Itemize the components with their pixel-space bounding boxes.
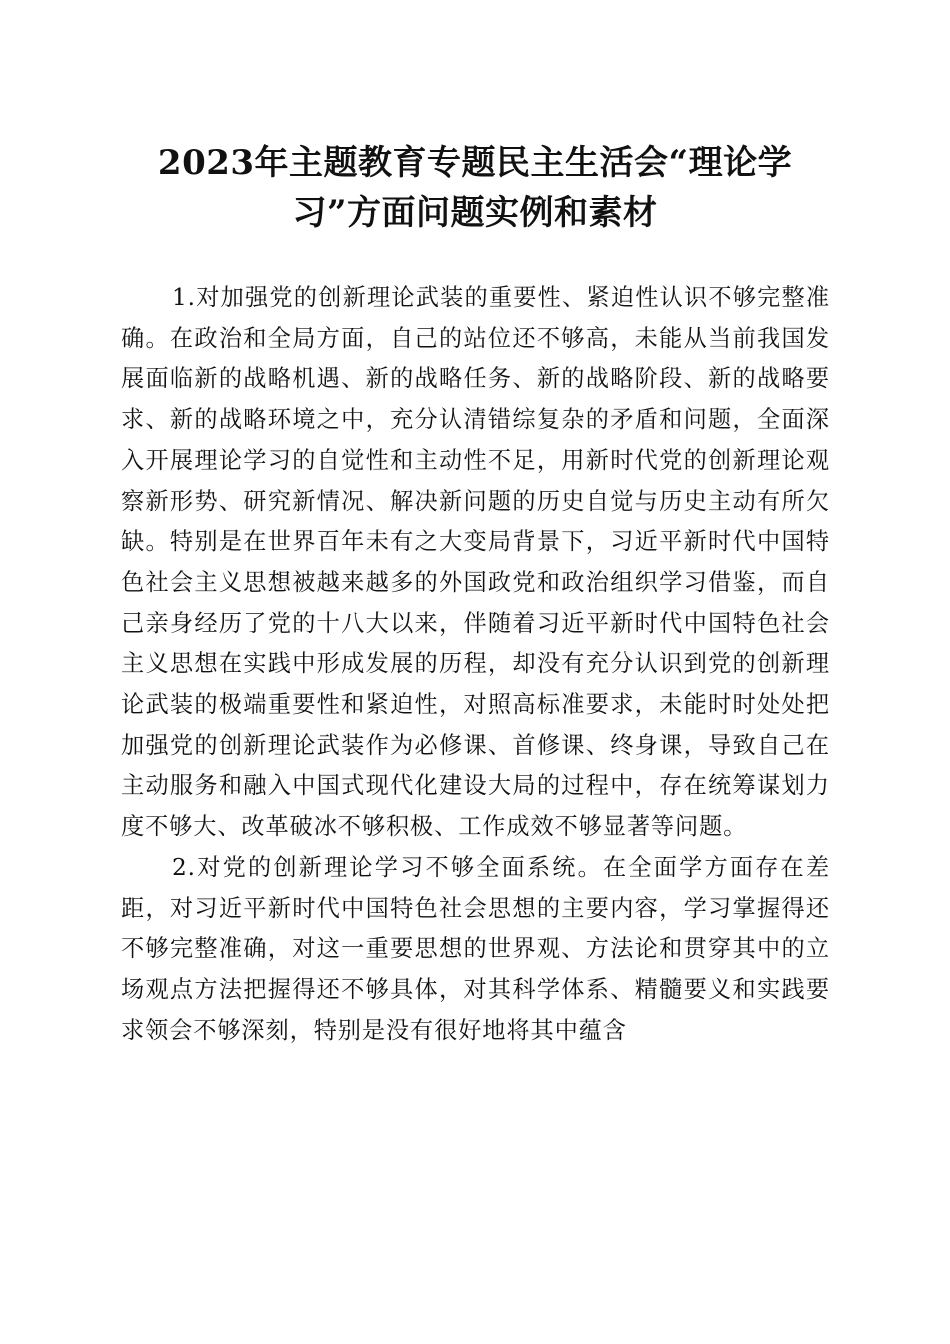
title-line-1: 2023年主题教育专题民主生活会“理论学 [157,143,793,183]
document-title [120,138,830,238]
paragraph-2: 2.对党的创新理论学习不够全面系统。在全面学方面存在差距，对习近平新时代中国特色社会思想的主要内容，学习掌握得还不够完整准确，对这一重要思想的世界观、方法论和贯穿其中的立场观点方法把握得还不够具体，对其科学体系、精髓要义和实践要求领会不够深刻，特别是没有很好地将其中蕴含 [121,853,830,1044]
paragraph-1: 1.对加强党的创新理论武装的重要性、紧迫性认识不够完整准确。在政治和全局方面，自己的站位还不够高，未能从当前我国发展面临新的战略机遇、新的战略任务、新的战略阶段、新的战略要求、新的战略环境之中，充分认清错综复杂的矛盾和问题，全面深入开展理论学习的自觉性和主动性不足，用新时代党的创新理论观察新形势、研究新情况、解决新问题的历史自觉与历史主动有所欠缺。特别是在世界百年未有之大变局背景下，习近平新时代中国特色社会主义思想被越来越多的外国政党和政治组织学习借鉴，而自己亲身经历了党的十八大以来，伴随着习近平新时代中国特色社会主义思想在实践中形成发展的历程，却没有充分认识到党的创新理论武装的极端重要性和紧迫性，对照高标准要求，未能时时处处把加强党的创新理论武装作为必修课、首修课、终身课，导致自己在主动服务和融入中国式现代化建设大局的过程中，存在统筹谋划力度不够大、改革破冰不够积极、工作成效不够显著等问题。 [121,284,830,841]
title-line-2: 习”方面问题实例和素材 [292,193,658,233]
document-body [121,278,830,1051]
